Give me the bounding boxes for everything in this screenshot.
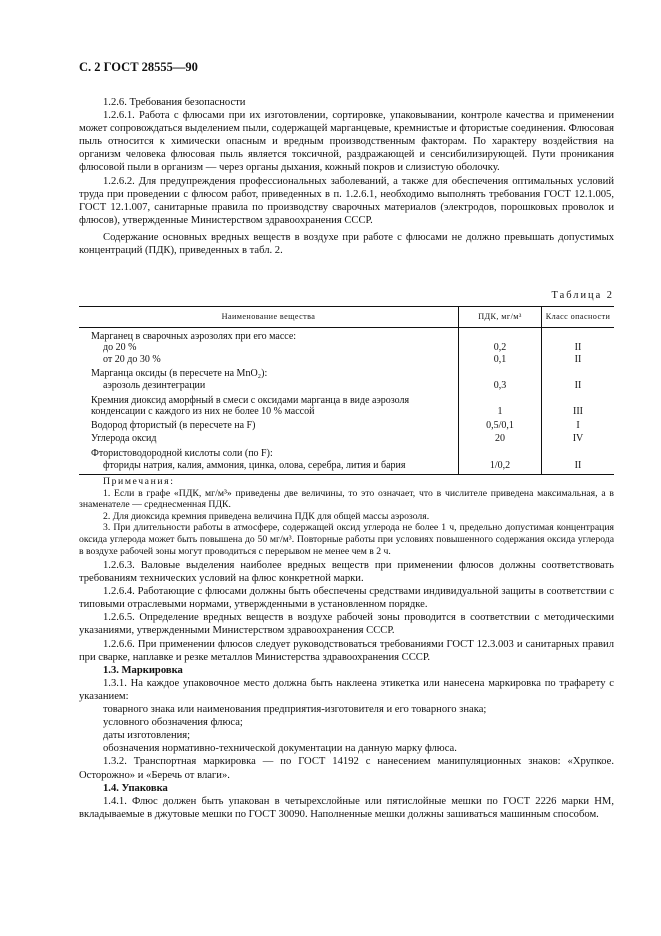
- table-row: [79, 418, 614, 432]
- table-cell: Углерода оксид: [79, 431, 459, 445]
- table-row: [79, 431, 614, 445]
- note-item: 2. Для диоксида кремния приведена величина ПДК для общей массы аэрозоля.: [103, 510, 430, 522]
- paragraph-1-3-1: 1.3.1. На каждое упаковочное место должна быть наклеена этикетка или нанесена маркировка по трафарету с указанием:: [79, 677, 614, 702]
- table-row: [79, 445, 614, 475]
- table-notes: [79, 476, 614, 557]
- paragraph-1-2-6-2: 1.2.6.2. Для предупреждения профессиональных заболеваний, а также для обеспечения оптимальных условий труда при проведении с флюсом работ, приведенных в п. 1.2.6.1, необходимо выполнять требования ГОСТ 12.1.005, ГОСТ 12.1.007, санитарные правила по производству сварочных материалов (электродов, порошковых проволок и флюсов), утвержденные Министерством здравоохранения СССР.: [79, 175, 614, 226]
- list-item: даты изготовления;: [103, 730, 191, 742]
- table-header-name: Наименование вещества: [79, 307, 459, 328]
- section-heading-1-2-6: 1.2.6. Требования безопасности: [103, 97, 246, 108]
- note-item: 3. При длительности работы в атмосфере, содержащей оксид углерода не более 1 ч, предельно допустимая концентрация оксида углерода может быть повышена до 50 мг/м³. Повторные работы при условиях повышенного содержания оксида углерода в воздухе рабочей зоны могут проводиться с перерывом не менее чем в 2 ч.: [79, 522, 614, 557]
- table-header-row: [79, 307, 614, 328]
- paragraph-content-limits: Содержание основных вредных веществ в воздухе при работе с флюсами не должно превышать допустимых концентраций (ПДК), приведенных в табл. 2.: [79, 231, 614, 257]
- table-cell: Марганца оксиды (в пересчете на MnO₂):: [91, 368, 268, 380]
- paragraph-1-2-6-4: 1.2.6.4. Работающие с флюсами должны быть обеспечены средствами индивидуальной защиты в соответствии с типовыми отраслевыми нормами, утвержденными в установленном порядке.: [79, 586, 614, 611]
- page-header: С. 2 ГОСТ 28555—90: [79, 60, 198, 74]
- after-table-section: [79, 559, 614, 821]
- table-cell: от 20 до 30 %: [103, 353, 161, 365]
- table-cell: Водород фтористый (в пересчете на F): [79, 418, 459, 432]
- table-cell: Кремния диоксид аморфный в смеси с оксидами марганца в виде аэрозоля: [91, 394, 410, 406]
- table-cell: 20: [459, 431, 542, 445]
- table-cell: фториды натрия, калия, аммония, цинка, олова, серебра, лития и бария: [103, 459, 406, 471]
- paragraph-1-4-1: 1.4.1. Флюс должен быть упакован в четырехслойные или пятислойные мешки по ГОСТ 2226 марки НМ, вкладываемые в джутовые мешки по ГОСТ 30090. Наполненные мешки должны зашиваться машинным способом.: [79, 795, 614, 820]
- table-cell: 1: [459, 392, 542, 418]
- paragraph-1-2-6-6: 1.2.6.6. При применении флюсов следует руководствоваться требованиями ГОСТ 12.3.003 и санитарных правил при сварке, наплавке и резке металлов Министерства здравоохранения СССР.: [79, 638, 614, 663]
- note-item: 1. Если в графе «ПДК, мг/м³» приведены две величины, то это означает, что в числителе приведена максимальная, а в знаменателе — среднесменная ПДК.: [79, 487, 614, 511]
- table-row: [79, 327, 614, 365]
- table-cell: II: [574, 353, 582, 365]
- table-cell: 0,1: [493, 353, 507, 365]
- table-cell: 1/0,2: [459, 445, 542, 475]
- table-row: [79, 365, 614, 391]
- paragraph-1-2-6-3: 1.2.6.3. Валовые выделения наиболее вредных веществ при применении флюсов должны соответствовать требованиям технических условий на флюс конкретной марки.: [79, 560, 614, 585]
- table-cell: конденсации с каждого из них не более 10 % массой: [91, 406, 315, 418]
- table-cell: 0,5/0,1: [459, 418, 542, 432]
- table-header-class: Класс опасности: [542, 307, 615, 328]
- table-cell: Марганец в сварочных аэрозолях при его массе:: [91, 330, 297, 342]
- table-cell: II: [574, 379, 582, 391]
- intro-section: [79, 96, 614, 257]
- paragraph-1-3-2: 1.3.2. Транспортная маркировка — по ГОСТ 14192 с нанесением манипуляционных знаков: «Хрупкое. Осторожно» и «Беречь от влаги».: [79, 756, 614, 781]
- table-cell: II: [542, 445, 615, 475]
- section-heading-1-4: 1.4. Упаковка: [103, 782, 168, 794]
- table-cell: 0,3: [459, 365, 542, 391]
- table-cell: II: [574, 342, 582, 354]
- table-cell: Фтористоводородной кислоты соли (по F):: [91, 447, 273, 459]
- table-row: [79, 392, 614, 418]
- list-item: обозначения нормативно-технической документации на данную марку флюса.: [103, 743, 457, 755]
- paragraph-1-2-6-1: 1.2.6.1. Работа с флюсами при их изготовлении, сортировке, упаковывании, контроле качества и применении может сопровождаться выделением пыли, содержащей марганцевые, кремнистые и фтористые соединения. Флюсовая пыль относится к химически опасным и вредным производственным факторам. По характеру воздействия на организм человека флюсовая пыль является токсичной, раздражающей и сенсибилизирующей. Пути проникания флюсовой пыли в организм — через органы дыхания, кожный покров и слизистую оболочку.: [79, 110, 614, 174]
- table-cell: III: [573, 406, 583, 418]
- table-cell: 0,2: [493, 342, 507, 354]
- table-header-pdk: ПДК, мг/м³: [459, 307, 542, 328]
- table-cell: до 20 %: [103, 342, 137, 354]
- table-cell: I: [576, 419, 580, 431]
- table-cell: аэрозоль дезинтеграции: [103, 379, 206, 391]
- list-item: товарного знака или наименования предприятия-изготовителя и его товарного знака;: [103, 704, 487, 716]
- notes-title: Примечания:: [103, 476, 175, 487]
- table-cell: IV: [572, 433, 584, 445]
- table-caption: Таблица 2: [551, 290, 614, 301]
- list-item: условного обозначения флюса;: [103, 717, 243, 729]
- section-heading-1-3: 1.3. Маркировка: [103, 664, 183, 676]
- paragraph-1-2-6-5: 1.2.6.5. Определение вредных веществ в воздухе рабочей зоны проводится в соответствии с методическими указаниями, утвержденными Министерством здравоохранения СССР.: [79, 612, 614, 637]
- table-2: [79, 306, 614, 475]
